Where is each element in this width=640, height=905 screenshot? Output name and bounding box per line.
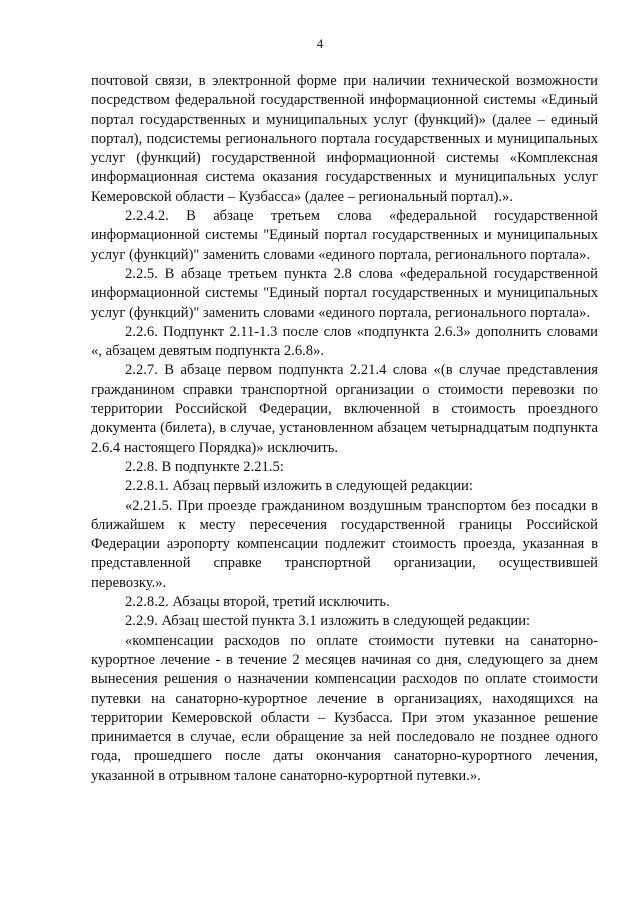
paragraph-2-2-9: 2.2.9. Абзац шестой пункта 3.1 изложить в следующей редакции: bbox=[125, 613, 531, 630]
paragraph-2-2-8-1: 2.2.8.1. Абзац первый изложить в следующей редакции: bbox=[125, 478, 473, 495]
paragraph-2-2-7: 2.2.7. В абзаце первом подпункта 2.21.4 слова «(в случае представления гражданином справки транспортной организации о стоимости перевозки по территории Российской Федерации, включенной в стоимость проездного документа (билета), в случае, установленном абзацем четырнадцатым подпункта 2.6.4 настоящего Порядка)» исключить. bbox=[91, 362, 598, 456]
paragraph-continuation: почтовой связи, в электронной форме при наличии технической возможности посредством федеральной государственной информационной системы «Единый портал государственных и муниципальных услуг (функций)» (далее – единый портал), подсистемы регионального портала государственных и муниципальных услуг (функций) государственной информационной системы «Комплексная информационная система оказания государственных и муниципальных услуг Кемеровской области – Кузбасса» (далее – региональный портал).». bbox=[91, 73, 598, 205]
page-number: 4 bbox=[316, 36, 324, 51]
paragraph-2-2-8-2: 2.2.8.2. Абзацы второй, третий исключить. bbox=[125, 594, 390, 611]
paragraph-2-2-4-2: 2.2.4.2. В абзаце третьем слова «федеральной государственной информационной системы "Единый портал государственных и муниципальных услуг (функций)" заменить словами «единого портала, регионального портала». bbox=[91, 208, 598, 263]
paragraph-2-2-6: 2.2.6. Подпункт 2.11-1.3 после слов «подпункта 2.6.3» дополнить словами «, абзацем девятым подпункта 2.6.8». bbox=[91, 323, 598, 360]
document-body bbox=[91, 72, 598, 786]
paragraph-2-2-8: 2.2.8. В подпункте 2.21.5: bbox=[125, 458, 284, 475]
paragraph-quote-2-21-5: «2.21.5. При проезде гражданином воздушным транспортом без посадки в ближайшем к месту пересечения государственной границы Российской Федерации аэропорту компенсации подлежит стоимость проезда, указанная в представленной справке транспортной организации, осуществившей перевозку.». bbox=[91, 497, 598, 591]
paragraph-quote-compensation: «компенсации расходов по оплате стоимости путевки на санаторно-курортное лечение - в течение 2 месяцев начиная со дня, следующего за днем вынесения решения о назначении компенсации расходов по оплате стоимости путевки на санаторно-курортное лечение в организациях, находящихся на территории Кемеровской области – Кузбасса. При этом указанное решение принимается в случае, если обращение за ней последовало не позднее одного года, прошедшего после даты окончания санаторно-курортного лечения, указанной в отрывном талоне санаторно-курортной путевки.». bbox=[91, 632, 598, 784]
paragraph-2-2-5: 2.2.5. В абзаце третьем пункта 2.8 слова «федеральной государственной информационной системы "Единый портал государственных и муниципальных услуг (функций)" заменить словами «единого портала, регионального портала». bbox=[91, 265, 598, 321]
